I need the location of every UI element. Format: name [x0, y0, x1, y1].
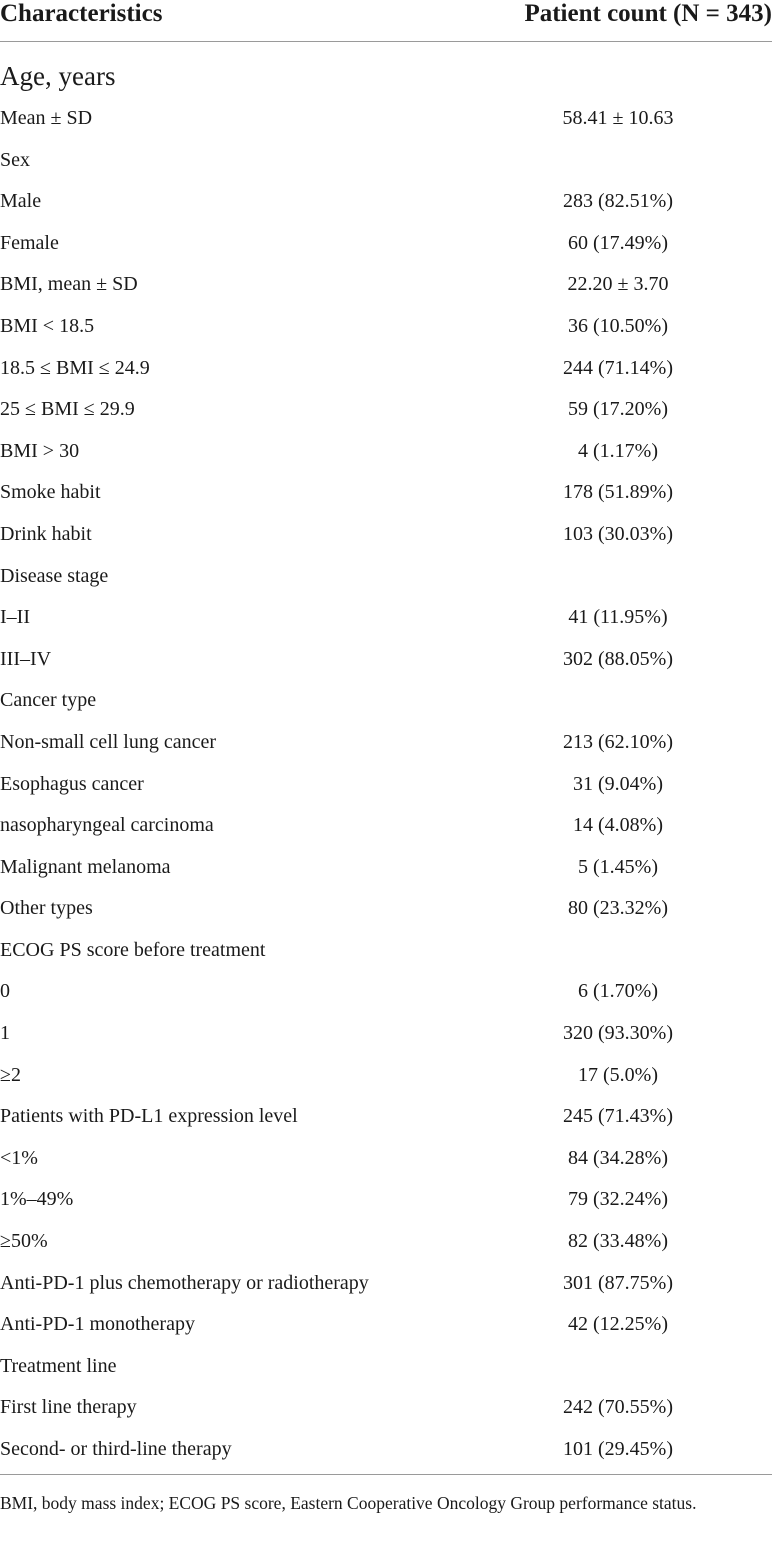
row-label: Drink habit	[0, 522, 92, 545]
row-label: 0	[0, 980, 10, 1003]
row-value: 178 (51.89%)	[563, 481, 673, 504]
row-value: 41 (11.95%)	[568, 606, 668, 629]
row-value: 320 (93.30%)	[563, 1022, 673, 1045]
row-label: Anti-PD-1 monotherapy	[0, 1313, 195, 1336]
table-row	[0, 1180, 772, 1222]
table-row	[0, 1097, 772, 1139]
row-label: Second- or third-line therapy	[0, 1438, 232, 1460]
row-label: Anti-PD-1 plus chemotherapy or radiotherapy	[0, 1271, 369, 1294]
table-row	[0, 224, 772, 266]
table-body	[0, 99, 772, 1472]
row-value: 6 (1.70%)	[578, 980, 658, 1003]
row-label: Smoke habit	[0, 481, 101, 504]
row-label: ECOG PS score before treatment	[0, 938, 266, 961]
table-row	[0, 598, 772, 640]
table-footnote: BMI, body mass index; ECOG PS score, Eastern Cooperative Oncology Group performance status.	[0, 1493, 697, 1513]
section-title-age: Age, years	[0, 61, 116, 91]
table-row	[0, 182, 772, 224]
row-label: <1%	[0, 1146, 38, 1169]
table-row	[0, 390, 772, 432]
table-row	[0, 1014, 772, 1056]
row-value: 60 (17.49%)	[568, 231, 668, 254]
row-value: 79 (32.24%)	[568, 1188, 668, 1211]
table-row	[0, 265, 772, 307]
row-label: ≥2	[0, 1063, 21, 1086]
row-label: 18.5 ≤ BMI ≤ 24.9	[0, 356, 150, 379]
row-label: Non-small cell lung cancer	[0, 730, 217, 753]
row-label: I–II	[0, 606, 30, 629]
row-value: 17 (5.0%)	[578, 1063, 658, 1086]
column-header-patient-count: Patient count (N = 343)	[524, 0, 772, 27]
row-label: Female	[0, 231, 59, 254]
row-value: 242 (70.55%)	[563, 1396, 673, 1419]
row-value: 36 (10.50%)	[568, 314, 668, 337]
column-header-characteristics: Characteristics	[0, 0, 163, 27]
row-label: nasopharyngeal carcinoma	[0, 814, 214, 837]
row-value: 302 (88.05%)	[563, 647, 673, 670]
row-label: Sex	[0, 148, 30, 171]
row-value: 245 (71.43%)	[563, 1105, 673, 1128]
table-row	[0, 723, 772, 765]
row-label: BMI > 30	[0, 439, 80, 462]
row-label: Mean ± SD	[0, 107, 93, 129]
table-row	[0, 765, 772, 807]
table-row	[0, 1305, 772, 1347]
row-label: BMI, mean ± SD	[0, 273, 138, 296]
row-label: First line therapy	[0, 1396, 137, 1419]
row-value: 82 (33.48%)	[568, 1230, 668, 1253]
table-row	[0, 349, 772, 391]
table-row	[0, 141, 772, 183]
table-row	[0, 640, 772, 682]
table-row	[0, 432, 772, 474]
table-row	[0, 473, 772, 515]
row-label: Treatment line	[0, 1354, 117, 1377]
table-row	[0, 848, 772, 890]
table-row	[0, 1139, 772, 1181]
table-row	[0, 806, 772, 848]
row-label: 1	[0, 1022, 10, 1045]
table-row	[0, 1347, 772, 1389]
row-label: Malignant melanoma	[0, 855, 171, 878]
row-value: 80 (23.32%)	[568, 897, 668, 920]
row-value: 283 (82.51%)	[563, 190, 673, 213]
table-row	[0, 307, 772, 349]
row-value: 22.20 ± 3.70	[567, 273, 669, 296]
table-row	[0, 1264, 772, 1306]
row-label: 25 ≤ BMI ≤ 29.9	[0, 398, 135, 421]
row-label: Disease stage	[0, 564, 109, 587]
row-value: 31 (9.04%)	[573, 772, 663, 795]
header-divider	[0, 41, 772, 42]
table-row	[0, 1430, 772, 1472]
row-label: Cancer type	[0, 689, 97, 712]
table-row	[0, 1388, 772, 1430]
row-label: Esophagus cancer	[0, 772, 144, 795]
row-label: Male	[0, 190, 42, 213]
row-label: ≥50%	[0, 1230, 48, 1253]
row-value: 101 (29.45%)	[563, 1438, 673, 1460]
table-row	[0, 557, 772, 599]
row-value: 84 (34.28%)	[568, 1146, 668, 1169]
row-value: 213 (62.10%)	[563, 730, 673, 753]
row-label: Other types	[0, 897, 93, 920]
row-label: 1%–49%	[0, 1188, 74, 1211]
row-value: 59 (17.20%)	[568, 398, 668, 421]
row-value: 14 (4.08%)	[573, 814, 663, 837]
row-label: Patients with PD-L1 expression level	[0, 1105, 298, 1128]
row-value: 4 (1.17%)	[578, 439, 658, 462]
table-row	[0, 889, 772, 931]
table-row	[0, 1056, 772, 1098]
row-value: 103 (30.03%)	[563, 522, 673, 545]
row-value: 58.41 ± 10.63	[562, 107, 674, 129]
table-row	[0, 99, 772, 141]
row-value: 244 (71.14%)	[563, 356, 673, 379]
row-value: 5 (1.45%)	[578, 855, 658, 878]
table-header	[0, 0, 772, 40]
table-row	[0, 681, 772, 723]
row-label: III–IV	[0, 647, 52, 670]
table-row	[0, 972, 772, 1014]
table-row	[0, 1222, 772, 1264]
row-label: BMI < 18.5	[0, 314, 95, 337]
row-value: 301 (87.75%)	[563, 1271, 673, 1294]
footer-divider	[0, 1474, 772, 1475]
row-value: 42 (12.25%)	[568, 1313, 668, 1336]
table-row	[0, 931, 772, 973]
table-row	[0, 515, 772, 557]
